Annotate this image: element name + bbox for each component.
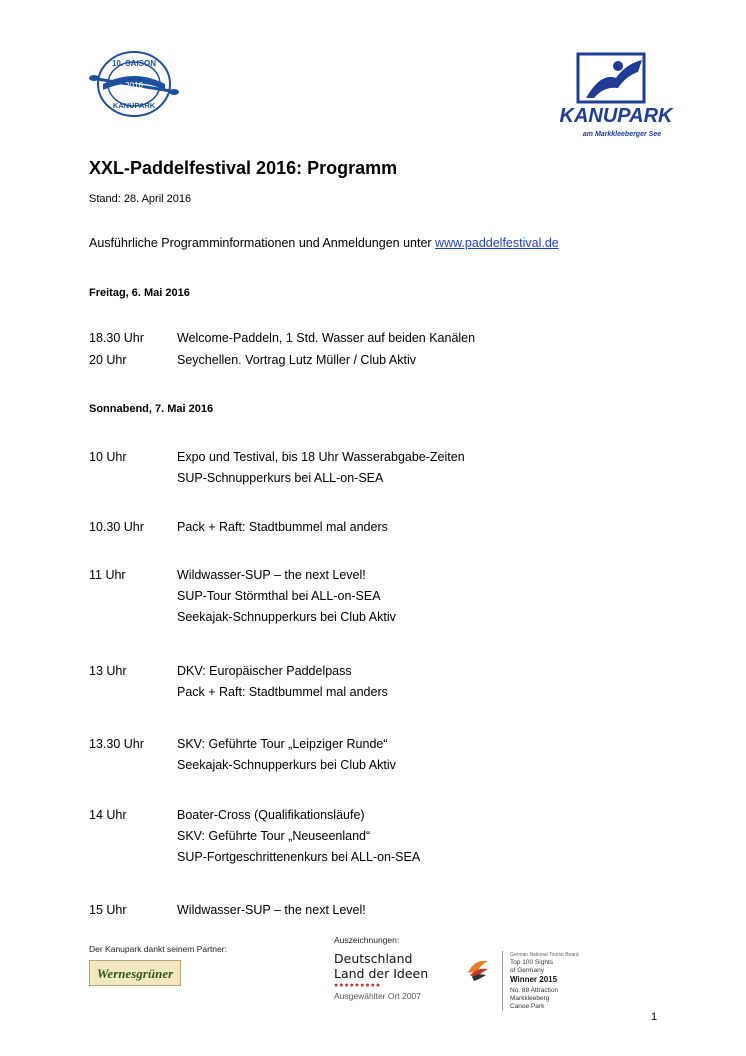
wernesgruener-logo xyxy=(89,960,181,991)
event-item: DKV: Europäischer Paddelpass xyxy=(177,664,352,678)
stand-date: Stand: 28. April 2016 xyxy=(89,193,192,205)
event-time: 20 Uhr xyxy=(89,353,127,367)
intro-line xyxy=(89,236,559,250)
event-time: 13.30 Uhr xyxy=(89,737,144,751)
event-item: Seekajak-Schnupperkurs bei Club Aktiv xyxy=(177,758,396,772)
saison-badge-logo xyxy=(89,48,179,125)
event-item: Wildwasser-SUP – the next Level! xyxy=(177,568,366,582)
dl-line2: Land der Ideen xyxy=(334,966,429,981)
event-item: Seekajak-Schnupperkurs bei Club Aktiv xyxy=(177,610,396,624)
event-item: SUP-Tour Störmthal bei ALL-on-SEA xyxy=(177,589,381,603)
kanupark-logo-sub: am Markkleeberger See xyxy=(582,131,662,138)
event-item: Boater-Cross (Qualifikationsläufe) xyxy=(177,808,365,822)
event-time: 15 Uhr xyxy=(89,903,127,917)
award-board: German National Tourist Board xyxy=(510,952,579,958)
award-line1: Top 100 Sights xyxy=(510,959,554,966)
event-time: 13 Uhr xyxy=(89,664,127,678)
event-item: Expo und Testival, bis 18 Uhr Wasserabgabe-Zeiten xyxy=(177,450,465,464)
land-der-ideen-logo xyxy=(334,951,428,1001)
partner-label: Der Kanupark dankt seinem Partner: xyxy=(89,944,227,954)
event-item: Welcome-Paddeln, 1 Std. Wasser auf beiden Kanälen xyxy=(177,331,476,345)
award-line5: Markkleeberg xyxy=(510,995,550,1002)
day-heading-saturday: Sonnabend, 7. Mai 2016 xyxy=(89,403,214,415)
event-item: SKV: Geführte Tour „Leipziger Runde“ xyxy=(177,737,388,751)
badge-top-text: 10. SAISON xyxy=(111,59,157,68)
dl-line1: Deutschland xyxy=(334,951,413,966)
badge-bottom-text: KANUPARK xyxy=(112,101,156,110)
award-line3: Winner 2015 xyxy=(510,975,558,984)
event-item: Wildwasser-SUP – the next Level! xyxy=(177,903,366,917)
event-time: 11 Uhr xyxy=(89,568,126,582)
page-number: 1 xyxy=(651,1011,658,1023)
badge-year-text: 2016 xyxy=(125,81,143,90)
award-line6: Canoe Park xyxy=(510,1003,545,1010)
day-heading-friday: Freitag, 6. Mai 2016 xyxy=(89,287,190,299)
kanupark-logo-text: KANUPARK xyxy=(559,105,673,127)
dl-dots-graphic: ●●●●●●●●● xyxy=(334,982,382,989)
page-title: XXL-Paddelfestival 2016: Programm xyxy=(89,158,398,178)
awards-label: Auszeichnungen: xyxy=(334,935,400,945)
event-item: Pack + Raft: Stadtbummel mal anders xyxy=(177,520,388,534)
event-time: 10 Uhr xyxy=(89,450,127,464)
dzt-emblem-icon xyxy=(464,955,492,988)
kanupark-logo xyxy=(546,52,686,145)
website-link[interactable]: www.paddelfestival.de xyxy=(435,236,559,250)
intro-text: Ausführliche Programminformationen und Anmeldungen unter xyxy=(89,236,436,250)
event-time: 18.30 Uhr xyxy=(89,331,144,345)
event-item: SUP-Schnupperkurs bei ALL-on-SEA xyxy=(177,471,384,485)
wernesgruener-text: Wernesgrüner xyxy=(96,966,174,981)
dl-sub: Ausgewählter Ort 2007 xyxy=(334,991,421,1001)
event-item: SKV: Geführte Tour „Neuseenland“ xyxy=(177,829,371,843)
event-time: 14 Uhr xyxy=(89,808,127,822)
award-line4: No. 88 Attraction xyxy=(510,987,559,994)
top100-award xyxy=(502,951,600,1011)
event-item: Seychellen. Vortrag Lutz Müller / Club Aktiv xyxy=(177,353,417,367)
event-item: Pack + Raft: Stadtbummel mal anders xyxy=(177,685,388,699)
event-item: SUP-Fortgeschrittenenkurs bei ALL-on-SEA xyxy=(177,850,421,864)
award-line2: of Germany xyxy=(510,967,544,974)
event-time: 10.30 Uhr xyxy=(89,520,144,534)
